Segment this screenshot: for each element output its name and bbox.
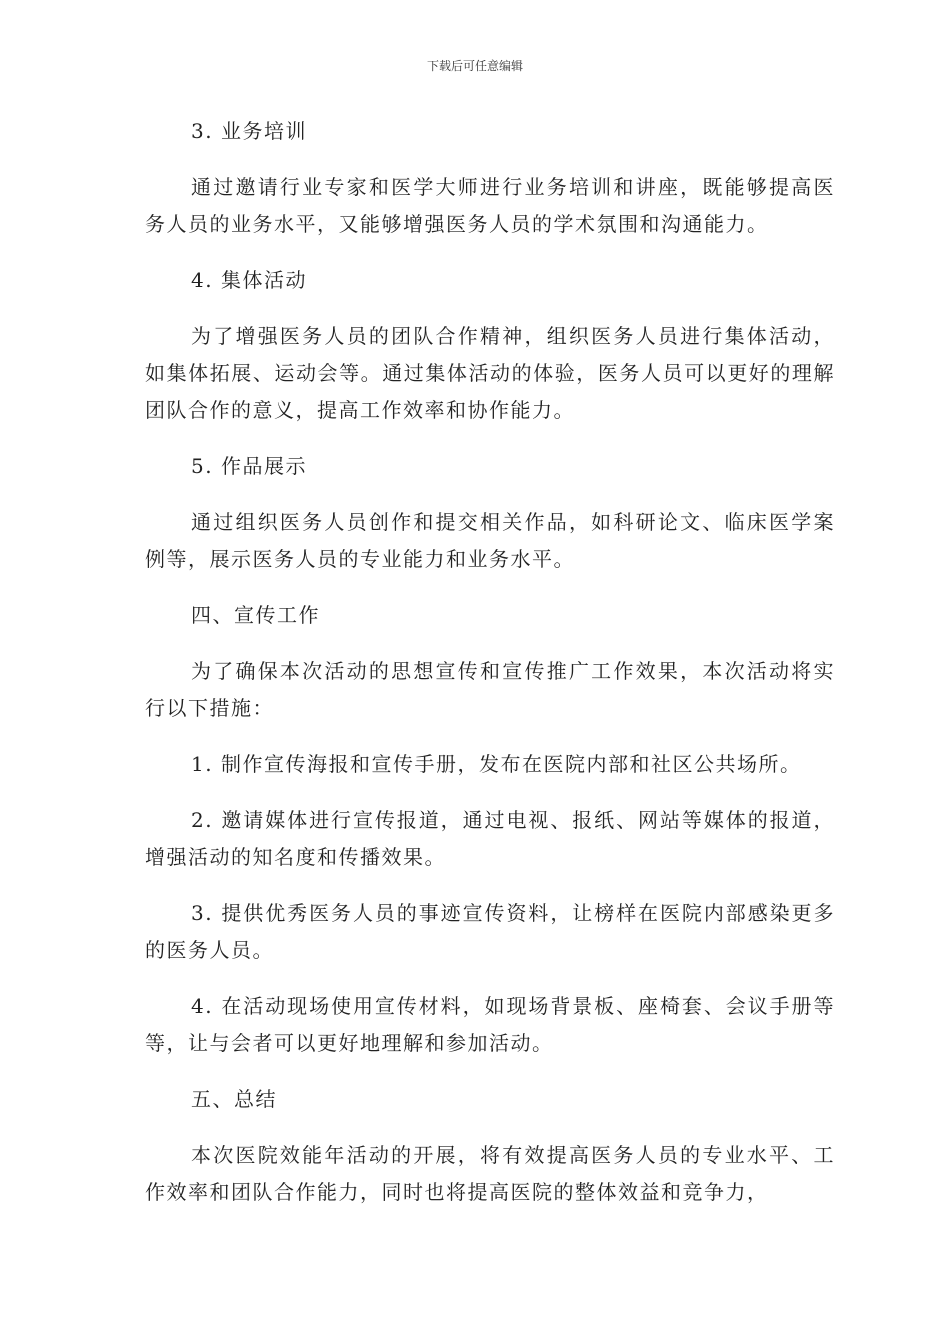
list-item-measure-1: 1. 制作宣传海报和宣传手册，发布在医院内部和社区公共场所。 [191, 752, 802, 776]
page-header: 下载后可任意编辑 [426, 59, 523, 73]
paragraph-summary: 本次医院效能年活动的开展，将有效提高医务人员的专业水平、工作效率和团队合作能力，同时也将提高医院的整体效益和竞争力， [145, 1143, 835, 1204]
section-heading-works-display: 5. 作品展示 [191, 454, 307, 478]
list-item-measure-3: 3. 提供优秀医务人员的事迹宣传资料，让榜样在医院内部感染更多的医务人员。 [145, 901, 835, 962]
paragraph-training: 通过邀请行业专家和医学大师进行业务培训和讲座，既能够提高医务人员的业务水平，又能够增强医务人员的学术氛围和沟通能力。 [145, 175, 835, 236]
paragraph-works-display: 通过组织医务人员创作和提交相关作品，如科研论文、临床医学案例等，展示医务人员的专业能力和业务水平。 [145, 510, 835, 571]
section-heading-summary: 五、总结 [191, 1087, 277, 1111]
section-heading-publicity: 四、宣传工作 [191, 603, 320, 627]
list-item-measure-4: 4. 在活动现场使用宣传材料，如现场背景板、座椅套、会议手册等等，让与会者可以更好地理解和参加活动。 [145, 994, 835, 1055]
document-body [145, 113, 835, 1230]
paragraph-group-activity: 为了增强医务人员的团队合作精神，组织医务人员进行集体活动，如集体拓展、运动会等。通过集体活动的体验，医务人员可以更好的理解团队合作的意义，提高工作效率和协作能力。 [145, 324, 835, 422]
section-heading-training: 3. 业务培训 [191, 119, 307, 143]
section-heading-group-activity: 4. 集体活动 [191, 268, 307, 292]
paragraph-publicity-intro: 为了确保本次活动的思想宣传和宣传推广工作效果，本次活动将实行以下措施： [145, 659, 835, 720]
list-item-measure-2: 2. 邀请媒体进行宣传报道，通过电视、报纸、网站等媒体的报道，增强活动的知名度和传播效果。 [145, 808, 835, 869]
